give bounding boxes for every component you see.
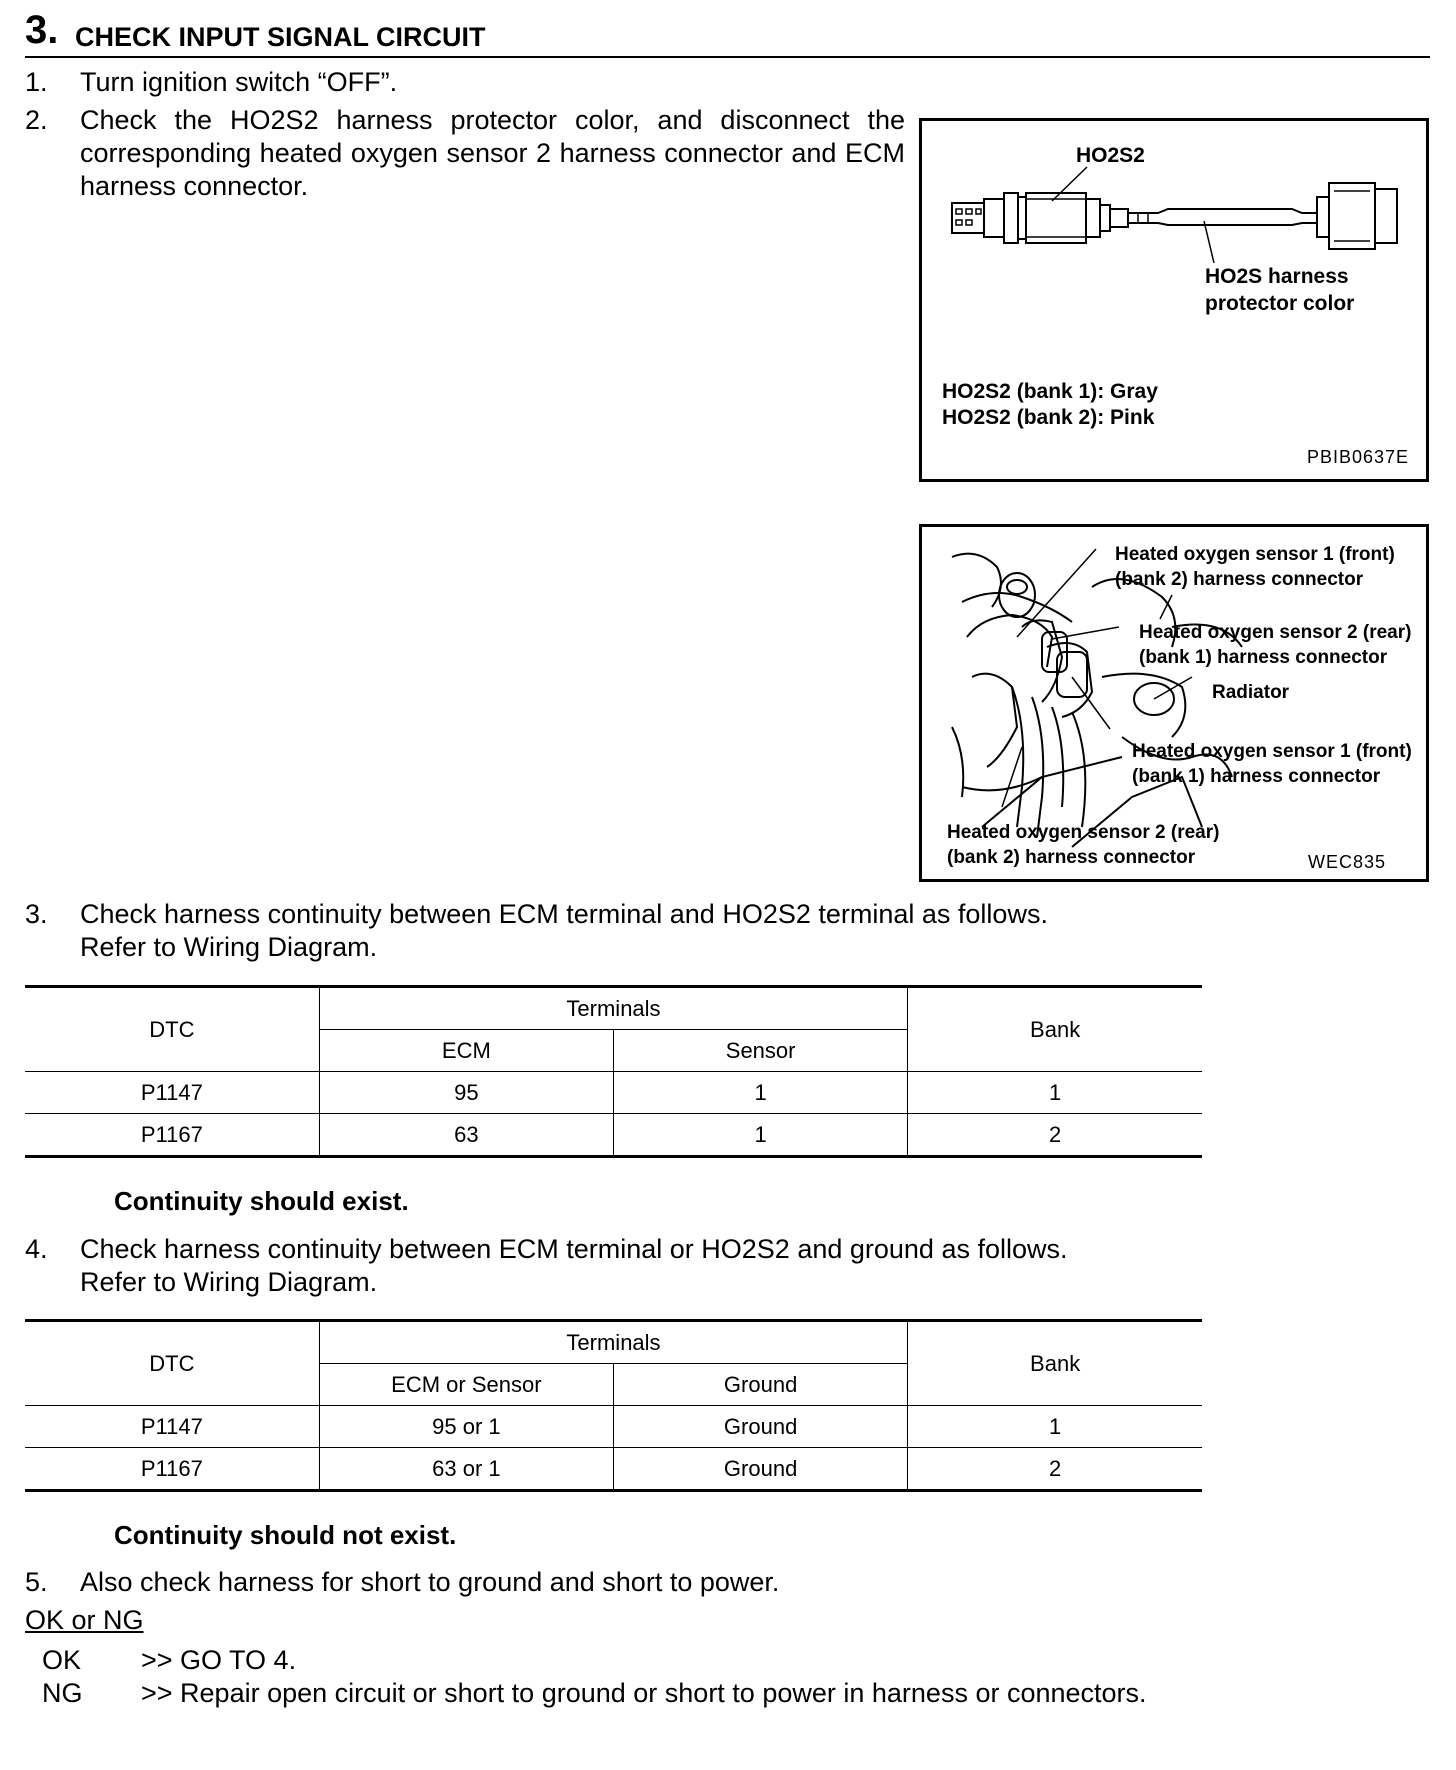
cell-ecm-or-sensor: 63 or 1 [319, 1448, 613, 1491]
step-1-number: 1. [25, 67, 48, 97]
header-dtc: DTC [25, 1321, 319, 1406]
step-3 [25, 898, 1225, 968]
header-ecm: ECM [319, 1030, 613, 1072]
step-4-line2: Refer to Wiring Diagram. [80, 1267, 378, 1297]
ok-key: OK [42, 1645, 82, 1675]
label-hos1-bank2-b: (bank 2) harness connector [1115, 569, 1364, 590]
step-2-text: Check the HO2S2 harness protector color, and disconnect the corresponding heated oxygen sensor 2 harness connector and ECM harness connector. [80, 105, 905, 201]
page-title: CHECK INPUT SIGNAL CIRCUIT [75, 22, 486, 52]
note-bank2: HO2S2 (bank 2): Pink [942, 406, 1155, 429]
header-dtc: DTC [25, 987, 319, 1072]
step-4 [25, 1233, 1225, 1303]
cell-ecm: 63 [319, 1114, 613, 1157]
cell-sensor: 1 [614, 1072, 908, 1114]
step-2 [25, 104, 905, 209]
ok-action: >> GO TO 4. [141, 1645, 297, 1675]
cell-ecm-or-sensor: 95 or 1 [319, 1406, 613, 1448]
step-number: 3. [25, 8, 59, 52]
header-bank: Bank [908, 987, 1202, 1072]
step-3-line1: Check harness continuity between ECM terminal and HO2S2 terminal as follows. [80, 899, 1048, 929]
result-continuity-exist: Continuity should exist. [114, 1186, 409, 1216]
cell-bank: 2 [908, 1448, 1202, 1491]
label-hos1-bank2-a: Heated oxygen sensor 1 (front) [1115, 544, 1395, 565]
cell-bank: 1 [908, 1072, 1202, 1114]
note-bank1: HO2S2 (bank 1): Gray [942, 380, 1158, 403]
step-3-line2: Refer to Wiring Diagram. [80, 932, 378, 962]
cell-bank: 2 [908, 1114, 1202, 1157]
cell-ground: Ground [614, 1406, 908, 1448]
header-rule [25, 56, 1430, 58]
label-hos2-bank2-a: Heated oxygen sensor 2 (rear) [947, 822, 1220, 843]
header-ecm-or-sensor: ECM or Sensor [319, 1364, 613, 1406]
cell-dtc: P1147 [25, 1406, 319, 1448]
cell-ground: Ground [614, 1448, 908, 1491]
cell-dtc: P1167 [25, 1448, 319, 1491]
label-protector-2: protector color [1205, 292, 1355, 315]
ho2s2-figure [919, 118, 1429, 482]
figure-id: WEC835 [1308, 852, 1387, 872]
cell-dtc: P1147 [25, 1072, 319, 1114]
step-4-line1: Check harness continuity between ECM terminal or HO2S2 and ground as follows. [80, 1234, 1068, 1264]
header-ground: Ground [614, 1364, 908, 1406]
result-continuity-not-exist: Continuity should not exist. [114, 1520, 457, 1550]
step-5-number: 5. [25, 1567, 48, 1597]
table-row [25, 1072, 1202, 1114]
label-ho2s2: HO2S2 [1076, 144, 1145, 167]
step-5 [25, 1566, 1225, 1600]
continuity-table-2 [25, 1319, 1202, 1492]
label-hos1-bank1-b: (bank 1) harness connector [1132, 766, 1381, 787]
ng-action: >> Repair open circuit or short to ground or short to power in harness or connectors. [141, 1678, 1147, 1708]
step-2-number: 2. [25, 105, 48, 135]
figure-id: PBIB0637E [1307, 447, 1410, 467]
cell-sensor: 1 [614, 1114, 908, 1157]
label-hos2-bank1-a: Heated oxygen sensor 2 (rear) [1139, 622, 1412, 643]
label-hos1-bank1-a: Heated oxygen sensor 1 (front) [1132, 741, 1412, 762]
ng-key: NG [42, 1678, 83, 1708]
step-4-number: 4. [25, 1234, 48, 1264]
header-sensor: Sensor [614, 1030, 908, 1072]
ok-or-ng-label: OK or NG [25, 1605, 144, 1635]
step-1-text: Turn ignition switch “OFF”. [80, 67, 398, 97]
cell-ecm: 95 [319, 1072, 613, 1114]
step-3-number: 3. [25, 899, 48, 929]
connector-location-figure [919, 524, 1429, 882]
table-row [25, 1448, 1202, 1491]
table-row [25, 1114, 1202, 1157]
header-bank: Bank [908, 1321, 1202, 1406]
cell-bank: 1 [908, 1406, 1202, 1448]
label-radiator: Radiator [1212, 682, 1290, 703]
cell-dtc: P1167 [25, 1114, 319, 1157]
step-5-text: Also check harness for short to ground and short to power. [80, 1567, 780, 1597]
table-row [25, 1406, 1202, 1448]
label-hos2-bank2-b: (bank 2) harness connector [947, 847, 1196, 868]
label-hos2-bank1-b: (bank 1) harness connector [1139, 647, 1388, 668]
continuity-table-1 [25, 985, 1202, 1158]
step-1 [25, 66, 875, 100]
label-protector-1: HO2S harness [1205, 265, 1349, 288]
header-terminals: Terminals [319, 987, 908, 1030]
header-terminals: Terminals [319, 1321, 908, 1364]
